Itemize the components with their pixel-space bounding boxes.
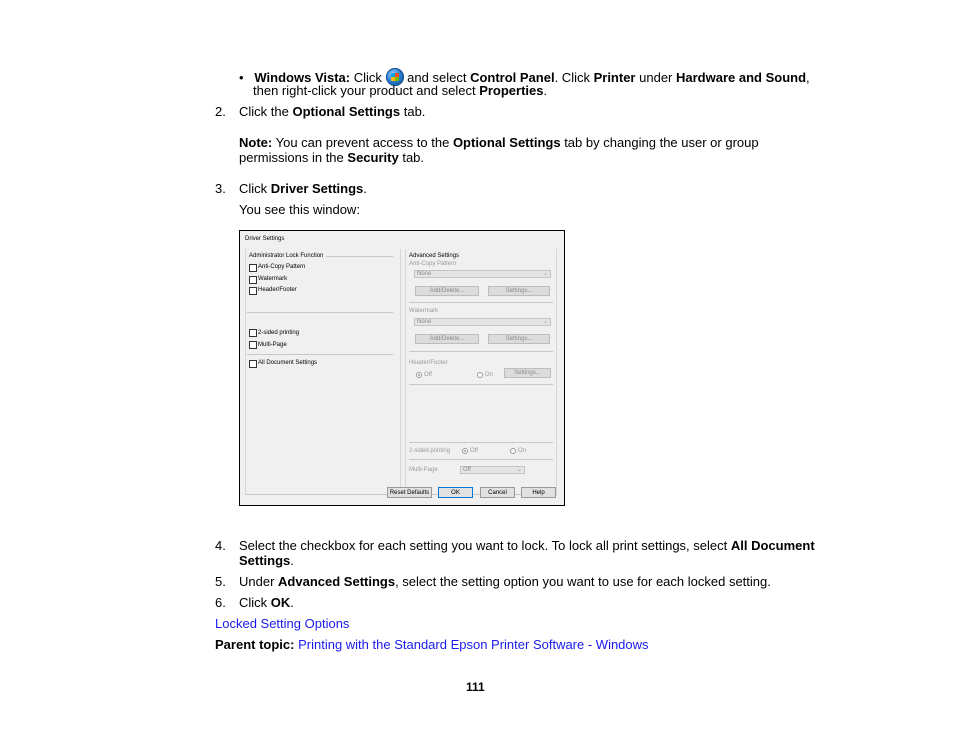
divider <box>247 354 393 355</box>
optional-settings-term: Optional Settings <box>292 104 401 119</box>
parent-topic-link[interactable]: Printing with the Standard Epson Printer Software - Windows <box>298 637 649 652</box>
step-4-number: 4. <box>215 538 226 553</box>
anti-copy-settings-button[interactable]: Settings... <box>488 286 550 296</box>
header-footer-off-radio[interactable] <box>416 372 422 378</box>
hardware-term: Hardware and Sound <box>676 70 807 85</box>
driver-settings-dialog <box>239 230 565 506</box>
text: Under <box>239 574 275 589</box>
step-6-text <box>239 595 294 610</box>
page-number: 111 <box>466 680 485 694</box>
right-pane-right-border <box>556 249 557 494</box>
step-4-line-2 <box>239 553 294 568</box>
advanced-settings-term: Advanced Settings <box>278 574 396 589</box>
left-pane-right-border <box>400 249 401 494</box>
header-footer-on-radio[interactable] <box>477 372 483 378</box>
multi-page-select[interactable] <box>460 466 525 474</box>
left-pane-bottom <box>245 494 401 495</box>
two-sided-on-label: On <box>518 448 527 454</box>
note-line-1 <box>239 135 759 150</box>
anti-copy-select[interactable] <box>414 270 551 278</box>
properties-term: Properties <box>479 83 544 98</box>
step-2-number: 2. <box>215 104 226 119</box>
header-footer-check-label: Header/Footer <box>258 287 297 293</box>
reset-defaults-button[interactable]: Reset Defaults <box>387 487 432 498</box>
watermark-add-delete-button[interactable]: Add/Delete... <box>415 334 479 344</box>
dialog-title: Driver Settings <box>245 236 285 242</box>
optional-settings-term: Optional Settings <box>452 135 561 150</box>
all-document-check-label: All Document Settings <box>258 360 318 366</box>
two-sided-off-label: Off <box>470 448 478 454</box>
anti-copy-add-delete-button[interactable]: Add/Delete... <box>415 286 479 296</box>
step-2-text <box>239 104 425 119</box>
bullet-line-2 <box>253 83 547 98</box>
ok-button[interactable]: OK <box>438 487 473 498</box>
step-3-text <box>239 181 367 196</box>
note-line-2 <box>239 150 424 165</box>
header-footer-checkbox[interactable] <box>249 287 257 295</box>
text: . Click <box>554 70 590 85</box>
step-5-text <box>239 574 771 589</box>
watermark-select[interactable] <box>414 318 551 326</box>
parent-topic-label: Parent topic: <box>215 637 295 652</box>
watermark-checkbox[interactable] <box>249 276 257 284</box>
text: Click <box>239 181 268 196</box>
right-pane-border <box>405 249 406 494</box>
header-footer-on-label: On <box>485 372 494 378</box>
parent-topic-line <box>215 637 649 652</box>
header-footer-label: Header/Footer <box>409 360 448 366</box>
anti-copy-check-label: Anti-Copy Pattern <box>258 264 306 270</box>
text: and select <box>407 70 467 85</box>
watermark-value: None <box>417 319 432 325</box>
text: then right-click your product and select <box>253 83 476 98</box>
divider <box>409 351 553 352</box>
divider <box>409 384 553 385</box>
printer-term: Printer <box>593 70 636 85</box>
advanced-settings-label: Advanced Settings <box>409 253 460 259</box>
chevron-down-icon: ⌄ <box>542 319 548 325</box>
divider <box>409 459 553 460</box>
text: tab. <box>402 150 425 165</box>
text: Click the <box>239 104 289 119</box>
divider <box>409 442 553 443</box>
two-sided-label: 2-sided printing <box>409 448 451 454</box>
text: under <box>639 70 673 85</box>
text: . <box>290 595 294 610</box>
header-footer-off-label: Off <box>424 372 432 378</box>
multi-page-checkbox[interactable] <box>249 341 257 349</box>
step-3-number: 3. <box>215 181 226 196</box>
left-pane-border <box>245 249 246 494</box>
text: permissions in the <box>239 150 344 165</box>
anti-copy-label: Anti-Copy Pattern <box>409 261 457 267</box>
driver-settings-term: Driver Settings <box>270 181 364 196</box>
locked-setting-options-link[interactable]: Locked Setting Options <box>215 616 350 631</box>
two-sided-on-radio[interactable] <box>510 448 516 454</box>
os-name: Windows Vista: <box>254 70 351 85</box>
admin-lock-group-label: Administrator Lock Function <box>249 253 324 259</box>
multi-page-check-label: Multi-Page <box>258 342 287 348</box>
step-3-see: You see this window: <box>239 202 360 217</box>
text: Select the checkbox for each setting you want to lock. To lock all print settings, select <box>239 538 728 553</box>
cancel-button[interactable]: Cancel <box>480 487 515 498</box>
chevron-down-icon: ⌄ <box>516 467 522 473</box>
anti-copy-checkbox[interactable] <box>249 264 257 272</box>
note-label: Note: <box>239 135 273 150</box>
chevron-down-icon: ⌄ <box>542 271 548 277</box>
text: . <box>363 181 367 196</box>
watermark-settings-button[interactable]: Settings... <box>488 334 550 344</box>
anti-copy-value: None <box>417 271 432 277</box>
text: tab. <box>403 104 426 119</box>
step-6-number: 6. <box>215 595 226 610</box>
text: Click <box>353 70 382 85</box>
text: , select the setting option you want to use for each locked setting. <box>395 574 771 589</box>
all-document-checkbox[interactable] <box>249 360 257 368</box>
header-footer-settings-button[interactable]: Settings... <box>504 368 551 378</box>
all-document-term: All Document <box>730 538 815 553</box>
control-panel-term: Control Panel <box>470 70 555 85</box>
help-button[interactable]: Help <box>521 487 556 498</box>
step-4-line-1 <box>239 538 815 553</box>
settings-term: Settings <box>239 553 291 568</box>
text: Click <box>239 595 268 610</box>
divider <box>409 302 553 303</box>
text: . <box>290 553 294 568</box>
multi-page-label: Multi-Page <box>409 467 438 473</box>
ok-term: OK <box>270 595 291 610</box>
group-line <box>326 256 393 257</box>
bullet: • <box>239 70 244 85</box>
watermark-label: Watermark <box>409 308 439 314</box>
text: , <box>806 70 810 85</box>
two-sided-check-label: 2-sided printing <box>258 330 300 336</box>
two-sided-checkbox[interactable] <box>249 329 257 337</box>
step-5-number: 5. <box>215 574 226 589</box>
watermark-check-label: Watermark <box>258 276 288 282</box>
text: . <box>543 83 548 98</box>
text: tab by changing the user or group <box>564 135 759 150</box>
divider <box>247 312 393 313</box>
multi-page-value: Off <box>463 467 471 473</box>
text: You can prevent access to the <box>275 135 450 150</box>
two-sided-off-radio[interactable] <box>462 448 468 454</box>
security-term: Security <box>347 150 399 165</box>
